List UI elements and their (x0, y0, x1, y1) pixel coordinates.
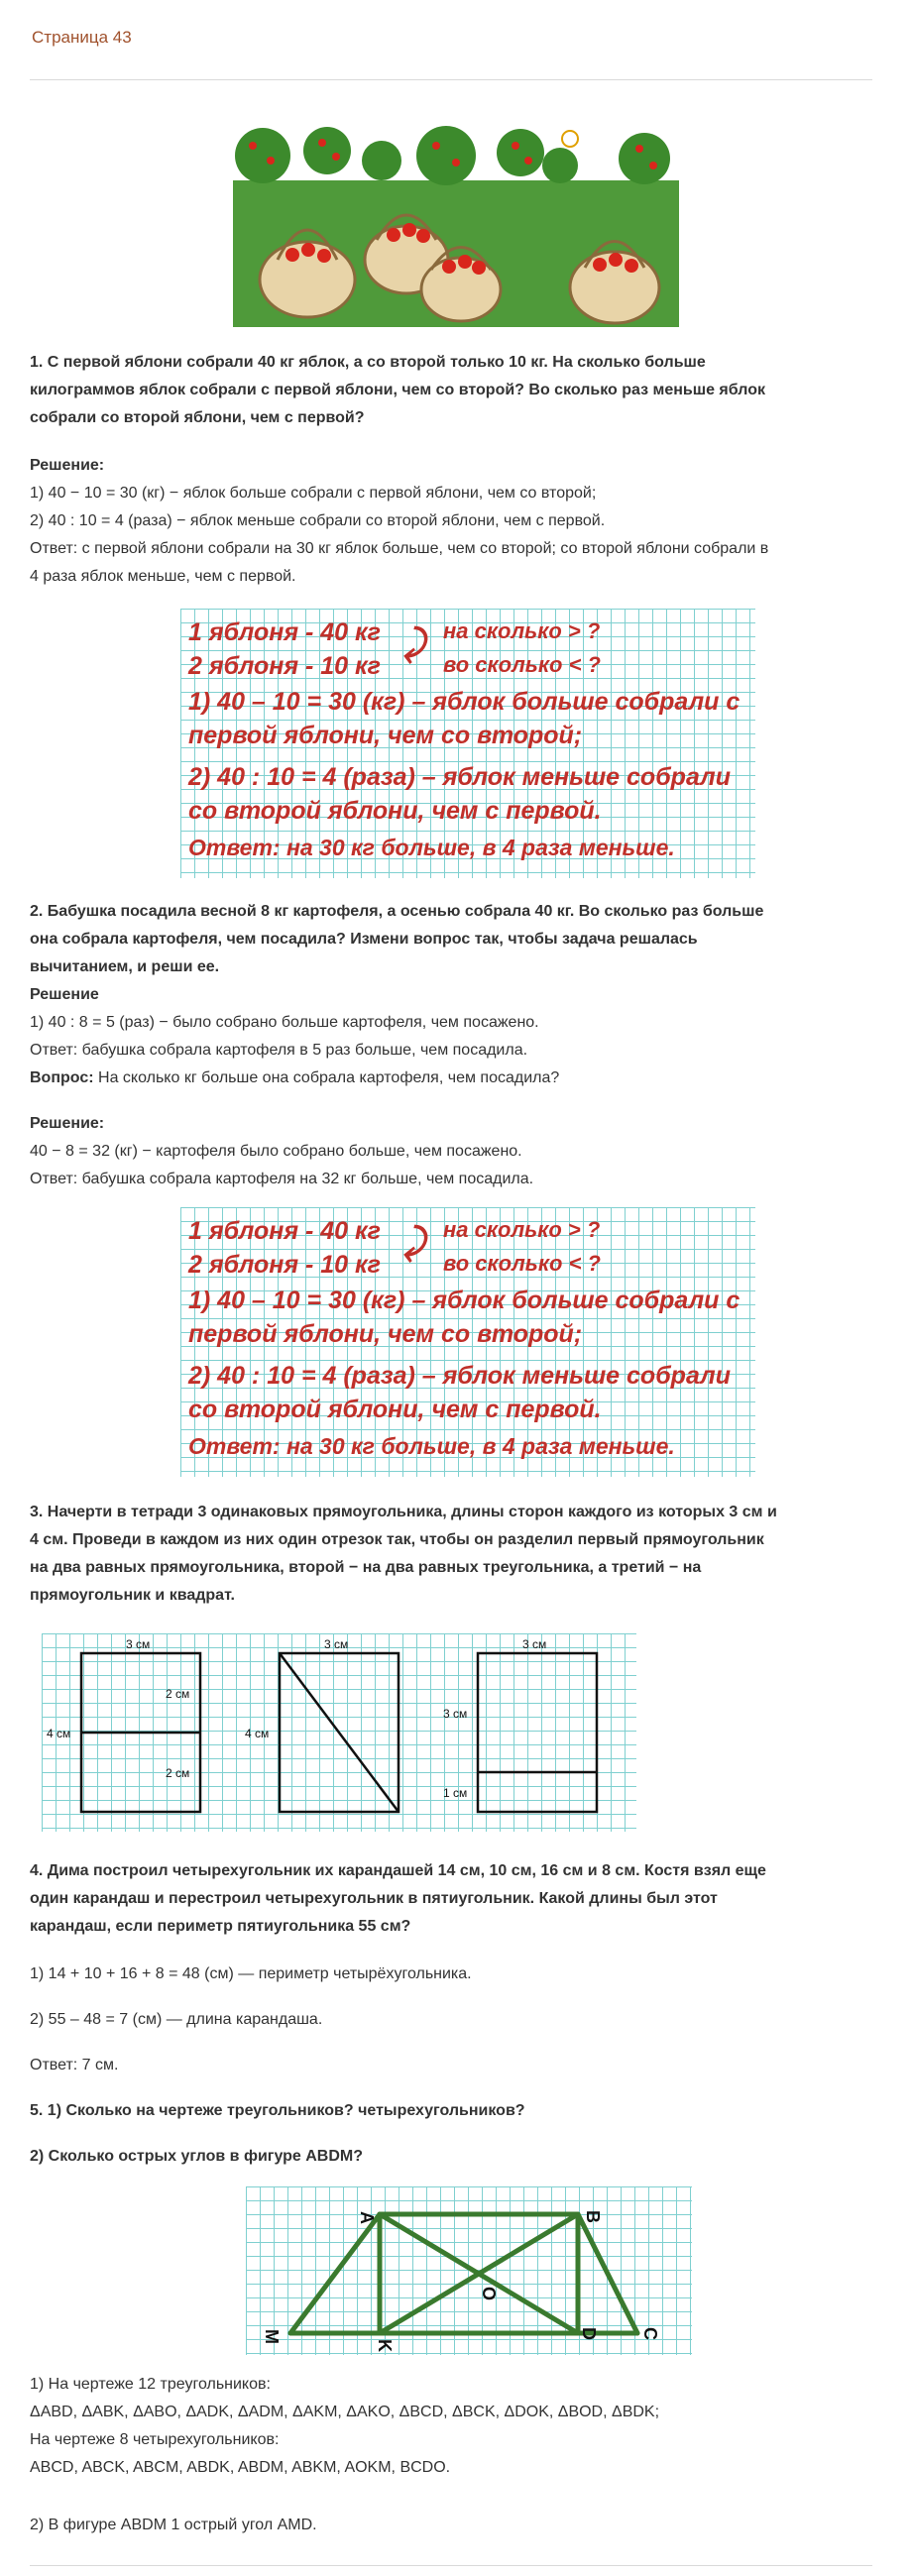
notebook-line: 1 яблоня - 40 кг (188, 618, 382, 646)
notebook-line: 2) 40 : 10 = 4 (раза) – яблок меньше собрали (188, 1362, 731, 1390)
question-rewrite (30, 1064, 872, 1092)
solution-line: ABCD, ABCK, ABCM, ABDK, ABDM, ABKM, AOKM, BCDO. (30, 2459, 451, 2476)
task4-solution-line2: 2) 55 – 48 = 7 (см) — длина карандаша. (30, 2011, 323, 2028)
notebook-line: 2 яблоня - 10 кг (188, 652, 382, 680)
apple-orchard-illustration (233, 121, 679, 327)
point-label-d: D (579, 2327, 599, 2340)
page-header (30, 0, 872, 80)
point-label-a: A (357, 2211, 377, 2224)
task2-question-line: 2. Бабушка посадила весной 8 кг картофеля, а осенью собрала 40 кг. Во сколько раз больше (30, 903, 764, 920)
task5-solution (30, 2371, 872, 2482)
notebook-solution-image (180, 609, 755, 878)
height-label: 4 см (47, 1727, 71, 1740)
task2-question (30, 898, 872, 981)
task5-question-2: 2) Сколько острых углов в фигуре ABDM? (30, 2148, 364, 2165)
point-label-c: C (640, 2327, 660, 2340)
notebook-solution-image (180, 1207, 755, 1477)
task2-solution-2 (30, 1110, 872, 1193)
notebook-line: Ответ: на 30 кг больше, в 4 раза меньше. (188, 835, 675, 860)
task3-question-line: на два равных прямоугольника, второй − на два равных треугольника, а третий − на (30, 1559, 702, 1576)
width-label: 3 см (126, 1637, 151, 1651)
height-label: 3 см (443, 1707, 468, 1721)
notebook-line: 1 яблоня - 40 кг (188, 1217, 382, 1245)
vopros-label: Вопрос: (30, 1069, 94, 1086)
rectangles-svg (42, 1633, 636, 1832)
notebook-line: 1) 40 – 10 = 30 (кг) – яблок больше собрали с (188, 688, 741, 716)
task3-question-line: 3. Начерти в тетради 3 одинаковых прямоугольника, длины сторон каждого из которых 3 см и (30, 1504, 777, 1520)
answer-line: Ответ: с первой яблони собрали на 30 кг яблок больше, чем со второй; со второй яблони собрали в (30, 540, 769, 557)
notebook-line: на сколько > ? (443, 618, 601, 643)
notebook-line: 2 яблоня - 10 кг (188, 1251, 382, 1279)
solution-line: ΔABD, ΔABK, ΔABO, ΔADK, ΔADM, ΔAKM, ΔAKO, ΔBCD, ΔBCK, ΔDOK, ΔBOD, ΔBDK; (30, 2404, 660, 2420)
notebook-line: во сколько < ? (443, 1251, 601, 1276)
solution-label: Решение (30, 986, 99, 1003)
task5-question-1: 5. 1) Сколько на чертеже треугольников? четырехугольников? (30, 2102, 525, 2119)
task1-question-line: 1. С первой яблони собрали 40 кг яблок, а со второй только 10 кг. На сколько больше (30, 354, 706, 371)
task1-solution (30, 452, 872, 591)
point-label-m: M (262, 2329, 282, 2344)
notebook-line: 1) 40 – 10 = 30 (кг) – яблок больше собрали с (188, 1287, 741, 1314)
solution-line: 1) 40 : 8 = 5 (раз) − было собрано больше картофеля, чем посажено. (30, 1014, 539, 1031)
notebook-line: во сколько < ? (443, 652, 601, 677)
notebook-line: Ответ: на 30 кг больше, в 4 раза меньше. (188, 1433, 675, 1459)
task3-question (30, 1499, 872, 1610)
height-label: 4 см (245, 1727, 270, 1740)
notebook-line: 2) 40 : 10 = 4 (раза) – яблок меньше собрали (188, 763, 731, 791)
answer-line: 4 раза яблок меньше, чем с первой. (30, 568, 296, 585)
bottom-divider (30, 2565, 872, 2566)
width-label: 3 см (522, 1637, 547, 1651)
answer-line: Ответ: бабушка собрала картофеля в 5 раз больше, чем посадила. (30, 1042, 528, 1059)
task4-answer: Ответ: 7 см. (30, 2057, 119, 2073)
page (30, 0, 872, 2533)
task4-solution-line1: 1) 14 + 10 + 16 + 8 = 48 (см) — периметр четырёхугольника. (30, 1965, 472, 1982)
page-title: Страница 43 (32, 28, 132, 47)
task3-question-line: прямоугольник и квадрат. (30, 1587, 235, 1604)
answer-line: Ответ: бабушка собрала картофеля на 32 кг больше, чем посадила. (30, 1171, 534, 1187)
solution-line: 2) 40 : 10 = 4 (раза) − яблок меньше собрали со второй яблони, чем с первой. (30, 512, 606, 529)
solution-line: 1) На чертеже 12 треугольников: (30, 2376, 271, 2393)
task3-question-line: 4 см. Проведи в каждом из них один отрезок так, чтобы он разделил первый прямоугольник (30, 1531, 764, 1548)
solution-label: Решение: (30, 457, 105, 474)
task1-question-line: собрали со второй яблони, чем с первой? (30, 409, 365, 426)
geometry-svg (246, 2186, 692, 2355)
rectangles-drawing (42, 1633, 636, 1832)
height-label: 2 см (166, 1766, 190, 1780)
point-label-o: O (479, 2287, 499, 2301)
task4-question-line: один карандаш и перестроил четырехугольник в пятиугольник. Какой длины был этот (30, 1890, 718, 1907)
notebook-line: первой яблони, чем со второй; (188, 1320, 583, 1348)
solution-line: 40 − 8 = 32 (кг) − картофеля было собрано больше, чем посажено. (30, 1143, 522, 1160)
task1-question (30, 349, 872, 432)
task4-question (30, 1857, 872, 1941)
point-label-k: K (375, 2339, 395, 2352)
curved-arrow-icon: ⤸ (403, 622, 425, 663)
width-label: 3 см (324, 1637, 349, 1651)
point-label-b: B (583, 2210, 603, 2223)
task2-solution (30, 981, 872, 1092)
notebook-line: на сколько > ? (443, 1217, 601, 1242)
geometry-drawing (246, 2186, 692, 2355)
height-label: 2 см (166, 1687, 190, 1701)
solution-label: Решение: (30, 1115, 105, 1132)
task4-question-line: карандаш, если периметр пятиугольника 55 см? (30, 1918, 411, 1935)
vopros-text: На сколько кг больше она собрала картофеля, чем посадила? (93, 1069, 560, 1086)
task2-question-line: она собрала картофеля, чем посадила? Измени вопрос так, чтобы задача решалась (30, 931, 698, 948)
solution-line: 1) 40 − 10 = 30 (кг) − яблок больше собрали с первой яблони, чем со второй; (30, 485, 597, 502)
notebook-line: со второй яблони, чем с первой. (188, 797, 602, 825)
notebook-line: первой яблони, чем со второй; (188, 722, 583, 749)
curved-arrow-icon: ⤸ (403, 1221, 425, 1262)
solution-line: На чертеже 8 четырехугольников: (30, 2431, 280, 2448)
task5-answer-2: 2) В фигуре ABDM 1 острый угол AMD. (30, 2517, 317, 2533)
task2-question-line: вычитанием, и реши ее. (30, 958, 220, 975)
task1-question-line: килограммов яблок собрали с первой яблони, чем со второй? Во сколько раз меньше яблок (30, 382, 765, 398)
notebook-line: со второй яблони, чем с первой. (188, 1396, 602, 1423)
height-label: 1 см (443, 1786, 468, 1800)
task4-question-line: 4. Дима построил четырехугольник их карандашей 14 см, 10 см, 16 см и 8 см. Костя взял еще (30, 1862, 766, 1879)
